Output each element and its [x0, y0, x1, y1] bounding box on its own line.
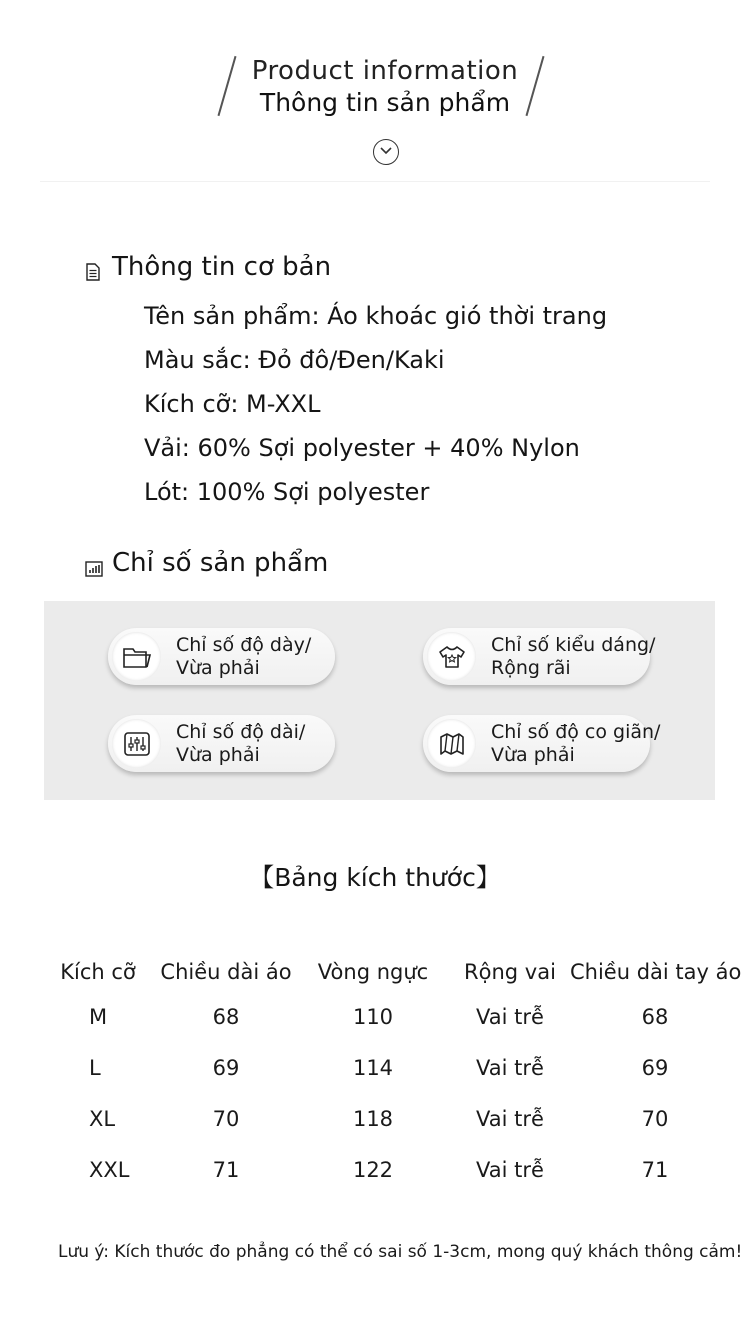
product-index-heading-text: Chỉ số sản phẩm: [112, 548, 329, 578]
cell-shoulder: Vai trễ: [476, 1158, 544, 1182]
index-style-value: Rộng rãi: [491, 657, 571, 679]
cell-length: 70: [212, 1107, 240, 1131]
folded-map-icon: [427, 719, 476, 768]
header-sleeve: Chiều dài tay áo: [570, 960, 742, 984]
basic-info-heading-text: Thông tin cơ bản: [112, 252, 332, 282]
index-style: [423, 628, 656, 685]
cell-size: XXL: [89, 1158, 130, 1182]
index-thickness-label: Chỉ số độ dày/: [176, 634, 312, 656]
measurement-note: Lưu ý: Kích thước đo phẳng có thể có sai số 1-3cm, mong quý khách thông cảm!: [58, 1242, 743, 1262]
chevron-down-circle-icon: [373, 139, 399, 165]
cell-sleeve: 70: [641, 1107, 669, 1131]
header-chest: Vòng ngực: [317, 960, 429, 984]
tshirt-icon: [427, 632, 476, 681]
product-index-heading: [85, 548, 328, 578]
info-size: Kích cỡ: M-XXL: [144, 390, 321, 418]
product-index-panel: [44, 601, 715, 800]
index-elasticity-label: Chỉ số độ co giãn/: [491, 721, 661, 743]
header-length: Chiều dài áo: [160, 960, 292, 984]
info-product-name: Tên sản phẩm: Áo khoác gió thời trang: [144, 302, 608, 330]
info-fabric: Vải: 60% Sợi polyester + 40% Nylon: [144, 434, 580, 462]
cell-chest: 110: [352, 1005, 394, 1029]
sliders-icon: [112, 719, 161, 768]
cell-sleeve: 69: [641, 1056, 669, 1080]
cell-size: XL: [89, 1107, 116, 1131]
cell-length: 71: [212, 1158, 240, 1182]
basic-info-list: [144, 298, 607, 518]
header-shoulder: Rộng vai: [464, 960, 556, 984]
cell-chest: 118: [352, 1107, 394, 1131]
title-english: Product information: [251, 56, 519, 86]
bar-chart-icon: [85, 554, 103, 572]
basic-info-heading: [85, 252, 331, 282]
cell-size: M: [89, 1005, 108, 1029]
index-style-label: Chỉ số kiểu dáng/: [491, 634, 656, 656]
info-color: Màu sắc: Đỏ đô/Đen/Kaki: [144, 346, 445, 374]
index-elasticity-text: [491, 721, 660, 767]
cell-shoulder: Vai trễ: [476, 1056, 544, 1080]
index-thickness-text: [176, 634, 311, 680]
index-style-text: [491, 634, 655, 680]
table-row: [0, 1158, 750, 1198]
product-info-header: [0, 0, 750, 190]
table-row: [0, 1005, 750, 1045]
cell-size: L: [89, 1056, 101, 1080]
document-icon: [85, 258, 103, 276]
cell-chest: 114: [352, 1056, 394, 1080]
info-lining: Lót: 100% Sợi polyester: [144, 478, 430, 506]
cell-shoulder: Vai trễ: [476, 1005, 544, 1029]
index-length: [108, 715, 335, 772]
cell-length: 69: [212, 1056, 240, 1080]
folder-icon: [112, 632, 161, 681]
index-length-text: [176, 721, 305, 767]
table-row: [0, 1107, 750, 1147]
size-chart-title: 【Bảng kích thước】: [249, 863, 501, 892]
header-divider: [40, 181, 710, 182]
cell-sleeve: 68: [641, 1005, 669, 1029]
index-length-value: Vừa phải: [176, 744, 260, 766]
size-table-header-row: [0, 960, 750, 1000]
cell-shoulder: Vai trễ: [476, 1107, 544, 1131]
table-row: [0, 1056, 750, 1096]
index-elasticity: [423, 715, 661, 772]
title-vietnamese: Thông tin sản phẩm: [259, 88, 511, 117]
index-thickness-value: Vừa phải: [176, 657, 260, 679]
cell-chest: 122: [352, 1158, 394, 1182]
index-elasticity-value: Vừa phải: [491, 744, 575, 766]
cell-sleeve: 71: [641, 1158, 669, 1182]
index-length-label: Chỉ số độ dài/: [176, 721, 306, 743]
header-size: Kích cỡ: [60, 960, 136, 984]
cell-length: 68: [212, 1005, 240, 1029]
index-thickness: [108, 628, 335, 685]
